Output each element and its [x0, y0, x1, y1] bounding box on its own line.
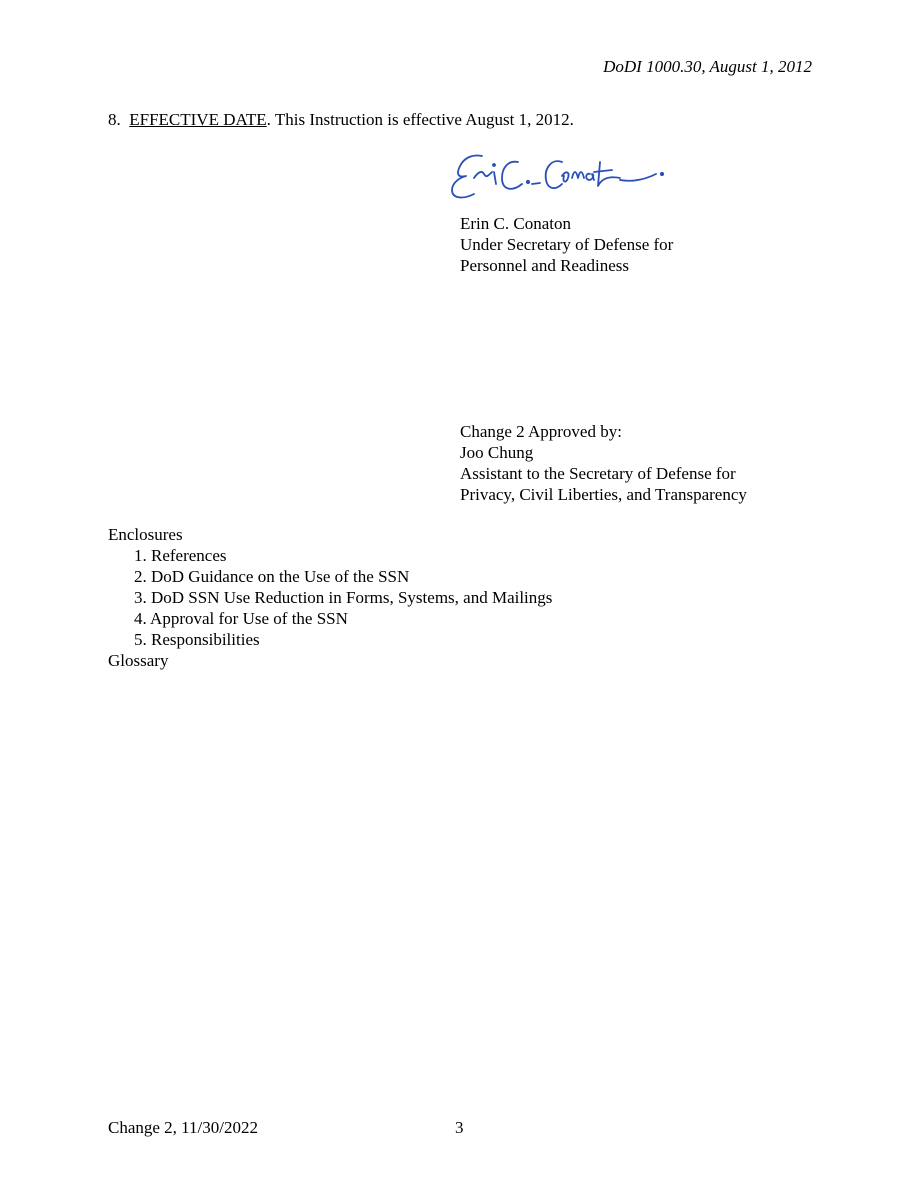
running-header: DoDI 1000.30, August 1, 2012 [603, 57, 812, 76]
list-item: 5. Responsibilities [134, 630, 260, 649]
enclosures-heading: Enclosures [108, 525, 183, 544]
approver-title-line1: Assistant to the Secretary of Defense for [460, 464, 736, 483]
approver-title-line2: Privacy, Civil Liberties, and Transparency [460, 485, 747, 504]
section-text: . This Instruction is effective August 1, 2012. [266, 110, 574, 129]
approval-label: Change 2 Approved by: [460, 422, 622, 441]
glossary-label: Glossary [108, 651, 169, 670]
page-number: 3 [455, 1118, 464, 1137]
footer-change: Change 2, 11/30/2022 [108, 1118, 258, 1137]
effective-date-paragraph [108, 109, 574, 130]
signer-name: Erin C. Conaton [460, 214, 571, 233]
section-heading: EFFECTIVE DATE [129, 110, 267, 129]
list-item: 1. References [134, 546, 227, 565]
signer-block [460, 213, 673, 276]
enclosures-list [108, 524, 552, 671]
section-number: 8. [108, 110, 121, 129]
list-item: 4. Approval for Use of the SSN [134, 609, 348, 628]
approval-block [460, 421, 747, 505]
list-item: 2. DoD Guidance on the Use of the SSN [134, 567, 410, 586]
list-item: 3. DoD SSN Use Reduction in Forms, Systems, and Mailings [134, 588, 553, 607]
handwritten-signature [444, 148, 684, 212]
signer-title-line1: Under Secretary of Defense for [460, 235, 674, 254]
signer-title-line2: Personnel and Readiness [460, 256, 630, 275]
approver-name: Joo Chung [460, 443, 534, 462]
